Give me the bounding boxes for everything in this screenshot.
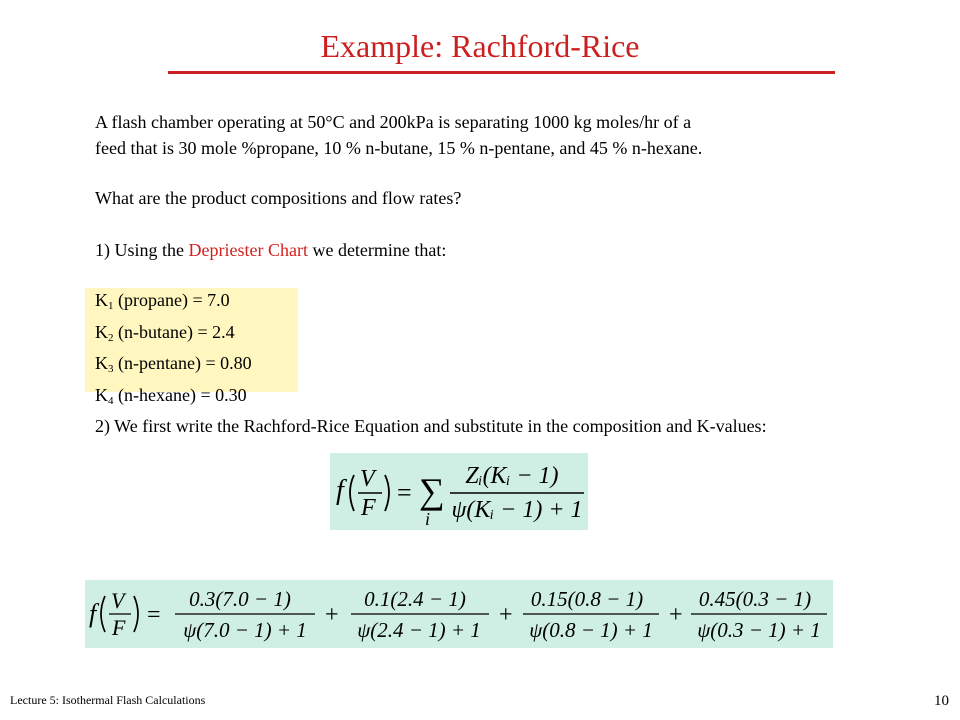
eq-sum-index: i: [425, 509, 431, 529]
step1-text: [95, 237, 446, 263]
term-4-numerator: 0.45(0.3 − 1): [698, 587, 812, 611]
k-value-row: $K_2$ (n-butane) = 2.4: [95, 321, 235, 344]
intro-paragraph: [95, 109, 702, 161]
intro-line-2: feed that is 30 mole %propane, 10 % n-butane, 15 % n-pentane, and 45 % n-hexane.: [95, 138, 703, 158]
k-value-row: $K_4$ (n-hexane) = 0.30: [95, 384, 247, 407]
plus-sign: +: [499, 602, 513, 628]
term-3-numerator: 0.15(0.8 − 1): [530, 587, 644, 611]
eq-f-den: F: [361, 495, 376, 521]
step2-text: 2) We first write the Rachford-Rice Equation and substitute in the composition and K-values:: [95, 416, 767, 436]
lecture-footer: Lecture 5: Isothermal Flash Calculations: [10, 693, 206, 707]
k-values-box: [85, 288, 298, 407]
eq-f: f: [336, 475, 344, 506]
eq2-v: V: [111, 588, 125, 613]
eq-equals: =: [397, 478, 412, 507]
term-3-denominator: ψ(0.8 − 1) + 1: [529, 618, 653, 642]
term-4-denominator: ψ(0.3 − 1) + 1: [697, 618, 821, 642]
substituted-equation: [85, 580, 833, 648]
eq-denominator: ψ(Kᵢ − 1) + 1: [451, 497, 583, 523]
eq-numerator: Zᵢ(Kᵢ − 1): [465, 463, 559, 489]
intro-line-1: A flash chamber operating at 50°C and 200kPa is separating 1000 kg moles/hr of a: [95, 112, 692, 132]
term-2-denominator: ψ(2.4 − 1) + 1: [357, 618, 481, 642]
term-1-numerator: 0.3(7.0 − 1): [189, 587, 291, 611]
eq2-f: f: [89, 599, 97, 628]
step1-post: we determine that:: [307, 240, 447, 260]
k-value-row: $K_1$ (propane) = 7.0: [95, 290, 230, 312]
page-number: 10: [934, 693, 949, 709]
rachford-rice-equation: [330, 453, 588, 530]
plus-sign: +: [669, 602, 683, 628]
plus-sign: +: [325, 602, 339, 628]
step1-pre: 1) Using the: [95, 240, 189, 260]
eq2-equals: =: [147, 602, 161, 628]
eq-v: V: [360, 466, 375, 492]
title-underline: [168, 71, 835, 74]
term-1-denominator: ψ(7.0 − 1) + 1: [183, 618, 307, 642]
term-2-numerator: 0.1(2.4 − 1): [364, 587, 466, 611]
k-value-row: $K_3$ (n-pentane) = 0.80: [95, 353, 252, 375]
depriester-chart-link[interactable]: Depriester Chart: [188, 240, 308, 260]
question-text: What are the product compositions and flow rates?: [95, 188, 462, 208]
slide-title: Example: Rachford-Rice: [320, 28, 640, 64]
eq-sum: ∑: [419, 471, 445, 511]
eq2-f-den: F: [112, 615, 126, 640]
